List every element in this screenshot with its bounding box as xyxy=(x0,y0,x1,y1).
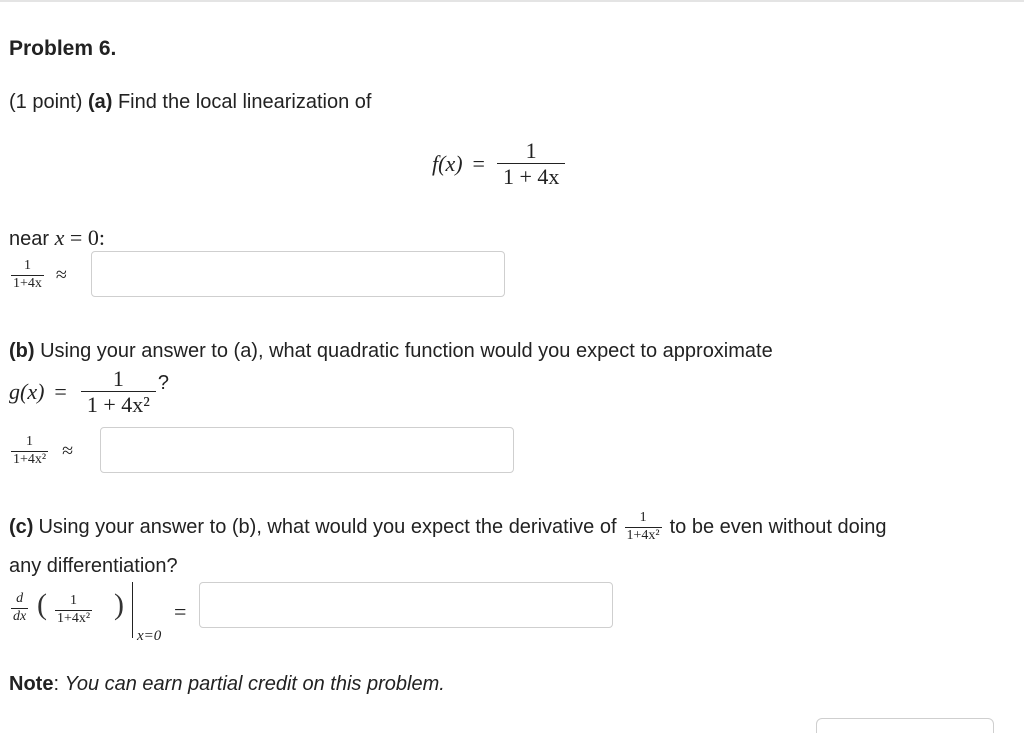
g-denominator: 1 + 4x² xyxy=(81,391,156,416)
f-numerator: 1 xyxy=(525,138,537,163)
note-label: Note xyxy=(9,673,54,695)
d-num: d xyxy=(16,591,24,606)
part-a-text: Find the local linearization of xyxy=(117,91,372,113)
part-c-text-3: any differentiation? xyxy=(9,555,178,577)
c-inline-num: 1 xyxy=(639,510,647,525)
part-c-text-1: Using your answer to (b), what would you expect the derivative of xyxy=(38,515,617,538)
b-lhs-num: 1 xyxy=(26,434,34,449)
g-numerator: 1 xyxy=(112,366,124,391)
f-fraction xyxy=(497,139,565,188)
d-dx-fraction xyxy=(11,592,28,624)
part-b-text: Using your answer to (a), what quadratic function would you expect to approximate xyxy=(40,340,773,362)
part-c-prompt xyxy=(9,511,886,543)
d-den: dx xyxy=(13,608,27,624)
c-inline-fraction xyxy=(625,511,662,543)
close-paren: ) xyxy=(114,588,124,621)
a-approx: ≈ xyxy=(55,263,67,286)
g-equals: = xyxy=(54,378,67,404)
partial-button[interactable] xyxy=(816,718,994,733)
note-text: You can earn partial credit on this problem. xyxy=(64,673,445,695)
part-b-answer-input[interactable] xyxy=(100,427,514,473)
expr-den: 1+4x² xyxy=(57,610,91,626)
open-paren: ( xyxy=(37,588,47,621)
near-label: near xyxy=(9,228,50,250)
c-inline-den: 1+4x² xyxy=(626,527,660,543)
part-c-answer-input[interactable] xyxy=(199,582,613,628)
near-eq: = 0: xyxy=(69,225,105,250)
note-colon: : xyxy=(53,673,60,695)
g-question-mark: ? xyxy=(157,372,169,395)
eval-at: x=0 xyxy=(137,628,162,644)
f-name: f(x) xyxy=(432,150,463,176)
problem-title: Problem 6. xyxy=(9,37,117,60)
c-equals: = xyxy=(174,599,187,624)
b-lhs-fraction xyxy=(11,435,48,467)
g-equation xyxy=(9,367,169,416)
expr-fraction xyxy=(55,594,92,626)
a-lhs-num: 1 xyxy=(23,258,31,273)
a-lhs-fraction xyxy=(11,259,44,291)
expr-num: 1 xyxy=(70,593,78,608)
b-approx: ≈ xyxy=(62,439,74,462)
part-a-label: (a) xyxy=(87,91,113,113)
part-b-label: (b) xyxy=(9,340,35,362)
points-label: (1 point) xyxy=(9,91,83,113)
part-a-answer-lhs xyxy=(11,259,67,291)
note xyxy=(9,673,445,696)
f-denominator: 1 + 4x xyxy=(497,163,565,188)
f-equals: = xyxy=(472,150,485,176)
b-lhs-den: 1+4x² xyxy=(13,451,47,467)
part-c-text-2: to be even without doing xyxy=(669,515,887,538)
top-divider xyxy=(0,0,1024,2)
part-c-label: (c) xyxy=(9,515,34,538)
f-equation xyxy=(432,139,565,188)
near-text xyxy=(9,225,105,251)
g-name: g(x) xyxy=(9,378,45,404)
part-a-prompt xyxy=(9,91,371,114)
g-fraction xyxy=(81,367,156,416)
part-a-answer-input[interactable] xyxy=(91,251,505,297)
part-b-answer-lhs xyxy=(11,435,73,467)
part-b-prompt xyxy=(9,340,773,363)
eval-bar xyxy=(132,582,133,638)
near-var: x xyxy=(54,225,65,250)
a-lhs-den: 1+4x xyxy=(13,275,42,291)
